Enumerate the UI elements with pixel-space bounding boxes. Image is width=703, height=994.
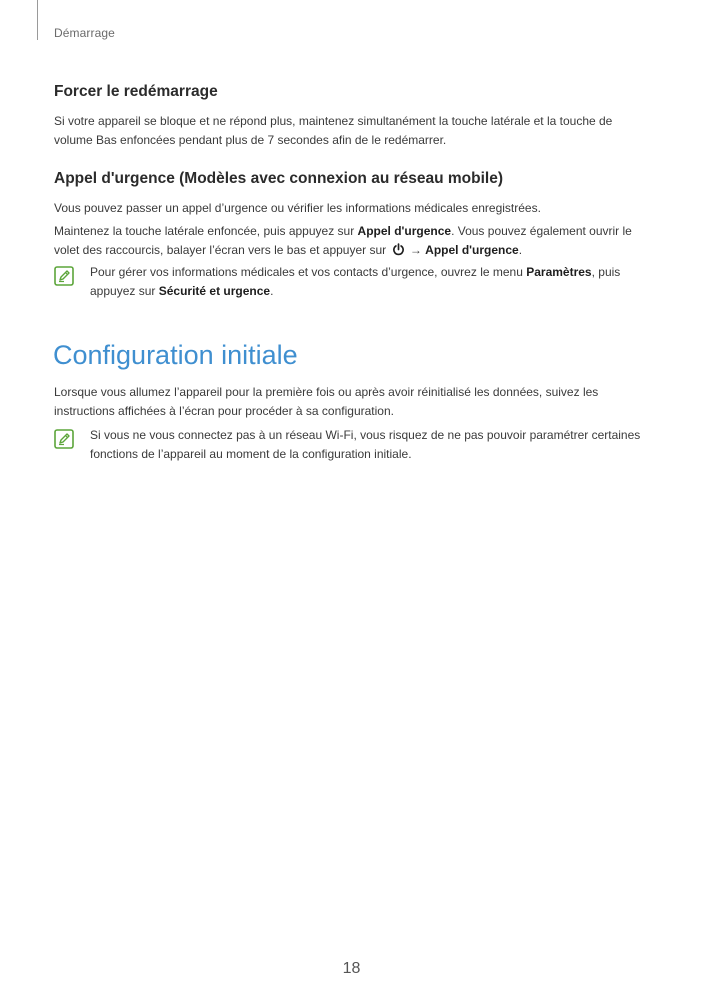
setup-line1: Lorsque vous allumez l’appareil pour la première fois ou après avoir réinitialisé les données, suivez les (54, 385, 599, 399)
force-restart-line2: volume Bas enfoncées pendant plus de 7 secondes afin de le redémarrer. (54, 133, 447, 147)
force-restart-line1: Si votre appareil se bloque et ne répond plus, maintenez simultanément la touche latérale et la touche de (54, 114, 613, 128)
initial-setup-heading: Configuration initiale (53, 340, 298, 370)
instr-end: . (518, 243, 523, 257)
note-text-1: Pour gérer vos informations médicales et vos contacts d’urgence, ouvrez le menu (90, 265, 527, 279)
section-label: Démarrage (54, 26, 115, 40)
note-text-2: , puis (591, 265, 621, 279)
setup-line2: instructions affichées à l’écran pour procéder à sa configuration. (54, 404, 394, 418)
emergency-call-heading: Appel d'urgence (Modèles avec connexion au réseau mobile) (54, 170, 504, 187)
settings-menu-label: Paramètres (526, 265, 592, 279)
note-pencil-icon (54, 266, 74, 286)
note-end: . (270, 284, 274, 298)
page-number: 18 (342, 960, 361, 977)
security-menu-label: Sécurité et urgence (158, 284, 271, 298)
note-pencil-icon (54, 429, 74, 449)
initial-setup-body (54, 383, 654, 421)
emergency-call-menu-label: Appel d'urgence (357, 224, 452, 238)
emergency-call-menu-label-2: Appel d'urgence (425, 243, 519, 257)
force-restart-body (54, 112, 654, 150)
force-restart-heading: Forcer le redémarrage (54, 83, 218, 100)
emergency-note-text (90, 263, 655, 301)
emergency-call-instructions (54, 222, 654, 260)
instr-text-1: Maintenez la touche latérale enfoncée, puis appuyez sur (54, 224, 358, 238)
setup-note-line1: Si vous ne vous connectez pas à un réseau Wi-Fi, vous risquez de ne pas pouvoir paramétrer certaines (90, 428, 641, 442)
header-divider (37, 0, 38, 40)
setup-note-text (90, 426, 655, 464)
power-icon (392, 243, 405, 256)
instr-text-2: . Vous pouvez également ouvrir le (451, 224, 632, 238)
instr-text-3: volet des raccourcis, balayer l’écran vers le bas et appuyer sur (54, 243, 390, 257)
setup-note-line2: fonctions de l’appareil au moment de la configuration initiale. (90, 447, 412, 461)
emergency-call-intro: Vous pouvez passer un appel d’urgence ou vérifier les informations médicales enregistrées. (54, 201, 541, 215)
note-text-3: appuyez sur (90, 284, 159, 298)
arrow-glyph: → (406, 243, 426, 257)
